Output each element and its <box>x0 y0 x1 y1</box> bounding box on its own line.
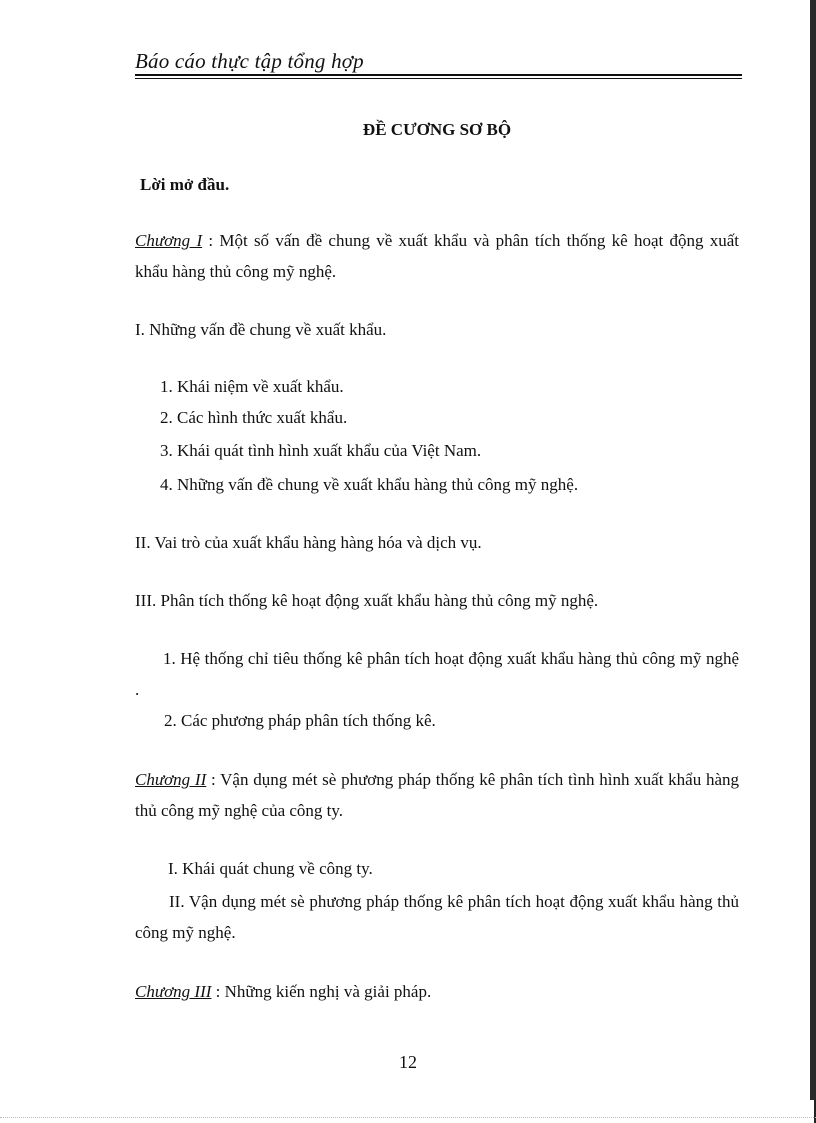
chapter-2-item-1: I. Khái quát chung về công ty. <box>168 859 373 878</box>
header-rule <box>135 74 742 79</box>
section-1-heading: I. Những vấn đề chung về xuất khẩu. <box>135 320 387 339</box>
page-shadow <box>810 0 816 1100</box>
chapter-3 <box>135 976 739 1007</box>
chapter-2-label: Chương II <box>135 770 207 789</box>
page-number: 12 <box>399 1052 417 1072</box>
chapter-1-label: Chương I <box>135 231 203 250</box>
chapter-1 <box>135 225 739 287</box>
chapter-3-label: Chương III <box>135 982 212 1001</box>
section-1-item-1: 1. Khái niệm về xuất khẩu. <box>160 377 344 396</box>
section-1-item-2: 2. Các hình thức xuất khẩu. <box>160 408 348 427</box>
section-1-item-3: 3. Khái quát tình hình xuất khẩu của Việt Nam. <box>160 441 482 460</box>
header-title: Báo cáo thực tập tổng hợp <box>135 49 364 73</box>
chapter-2-text: : Vận dụng mét sè phương pháp thống kê phân tích tình hình xuất khẩu hàng thủ công mỹ nghệ của công ty. <box>135 770 740 820</box>
page-bottom-border <box>0 1117 816 1118</box>
section-3-heading: III. Phân tích thống kê hoạt động xuất khẩu hàng thủ công mỹ nghệ. <box>135 591 599 610</box>
section-3-item-1: 1. Hệ thống chỉ tiêu thống kê phân tích hoạt động xuất khẩu hàng thủ công mỹ nghệ . <box>135 649 739 699</box>
chapter-1-text: : Một số vấn đề chung về xuất khẩu và phân tích thống kê hoạt động xuất khẩu hàng thủ công mỹ nghệ. <box>135 231 740 281</box>
chapter-2 <box>135 764 739 826</box>
intro-heading: Lời mở đầu. <box>140 175 230 194</box>
chapter-3-text: : Những kiến nghị và giải pháp. <box>215 982 432 1001</box>
section-3-item-2: 2. Các phương pháp phân tích thống kê. <box>164 711 436 730</box>
section-1-item-4: 4. Những vấn đề chung về xuất khẩu hàng thủ công mỹ nghệ. <box>160 475 579 494</box>
document-heading: ĐỀ CƯƠNG SƠ BỘ <box>362 120 512 139</box>
section-2-heading: II. Vai trò của xuất khẩu hàng hàng hóa và dịch vụ. <box>135 533 482 552</box>
chapter-2-item-2: II. Vận dụng mét sè phương pháp thống kê phân tích hoạt động xuất khẩu hàng thủ công mỹ nghệ. <box>135 892 739 942</box>
page-header <box>135 48 742 79</box>
